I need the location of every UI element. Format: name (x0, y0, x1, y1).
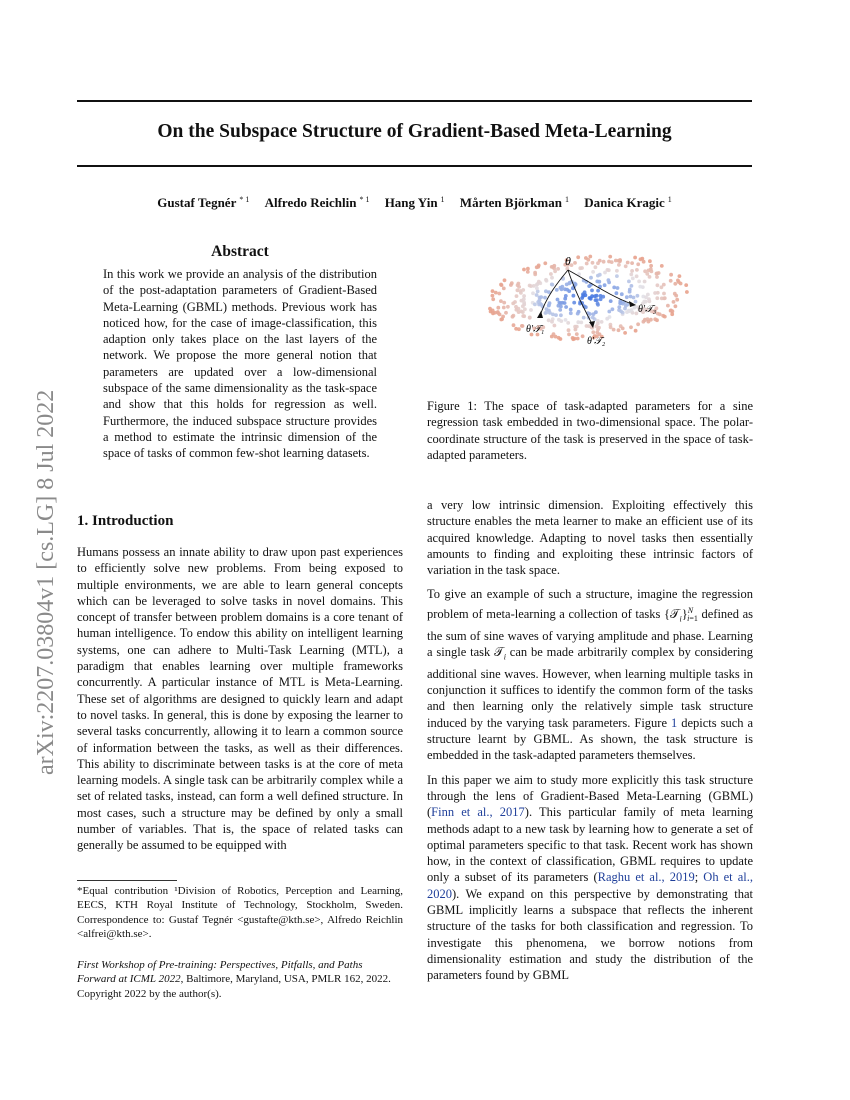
scatter-point (585, 262, 589, 266)
scatter-point (624, 264, 628, 268)
scatter-point (590, 289, 594, 293)
scatter-point (569, 311, 573, 315)
scatter-point (643, 269, 647, 273)
arxiv-stamp: arXiv:2207.03804v1 [cs.LG] 8 Jul 2022 (33, 389, 59, 775)
abstract-text: In this work we provide an analysis of the distribution of the post-adaptation parameters of Gradient-Based Meta-Learning (GBML) methods. Previous work has noticed how, for the case of image-classification, this adaption only takes place on the last layers of the network. We propose the more general notion that parameters are updated over a low-dimensional subspace of the same dimensionality as the task-space and show that this holds for regression as well. Furthermore, the induced subspace structure provides a method to estimate the intrinsic dimension of the space of tasks of common few-shot learning datasets. (103, 267, 377, 461)
footnote-affiliations: *Equal contribution ¹Division of Robotics, Perception and Learning, EECS, KTH Royal Institute of Technology, Stockholm, Sweden. Correspondence to: Gustaf Tegnér <gustafte@kth.se>, Alfredo Reichlin <alfrei@kth.se>. (77, 885, 403, 941)
author: Danica Kragic $^1$ (584, 195, 672, 210)
scatter-point (628, 290, 632, 294)
scatter-point (587, 324, 591, 328)
section-heading: 1. Introduction (77, 513, 174, 529)
scatter-point (653, 317, 657, 321)
scatter-point (636, 262, 640, 266)
scatter-point (629, 273, 633, 277)
scatter-point (566, 321, 570, 325)
title-bottom-rule (77, 165, 752, 167)
scatter-point (642, 320, 646, 324)
scatter-point (543, 296, 547, 300)
scatter-point (511, 315, 515, 319)
footnote-rule (77, 880, 177, 881)
scatter-point (591, 261, 595, 265)
scatter-point (630, 261, 634, 265)
scatter-point (559, 286, 563, 290)
scatter-point (647, 269, 651, 273)
scatter-point (502, 301, 506, 305)
citation-link[interactable]: Oh et al., 2020 (427, 870, 753, 901)
scatter-point (674, 294, 678, 298)
scatter-point (581, 294, 585, 298)
scatter-point (531, 291, 535, 295)
scatter-point (563, 301, 567, 305)
scatter-point (624, 304, 628, 308)
intro-right-column (427, 497, 753, 983)
scatter-point (638, 285, 642, 289)
scatter-point (596, 261, 600, 265)
theta-t1-label: θ′𝒯₁ (526, 324, 545, 335)
scatter-point (564, 318, 568, 322)
citation-link[interactable]: Finn et al., 2017 (431, 805, 525, 820)
scatter-point (549, 272, 553, 276)
scatter-point (663, 315, 667, 319)
scatter-point (591, 330, 595, 334)
scatter-point (679, 282, 683, 286)
citation-link[interactable]: Raghu et al., 2019 (597, 870, 695, 885)
scatter-point (564, 305, 568, 309)
scatter-point (550, 283, 554, 287)
scatter-point (572, 301, 576, 305)
scatter-point (499, 283, 503, 287)
scatter-point (656, 283, 660, 287)
scatter-point (630, 284, 634, 288)
scatter-point (515, 294, 519, 298)
scatter-point (502, 287, 506, 291)
scatter-point (558, 308, 562, 312)
scatter-point (669, 279, 673, 283)
figure-1-scatter (480, 252, 700, 362)
scatter-point (575, 332, 579, 336)
scatter-point (591, 316, 595, 320)
scatter-point (553, 269, 557, 273)
scatter-point (496, 306, 500, 310)
scatter-point (514, 305, 518, 309)
scatter-point (596, 289, 600, 293)
scatter-point (497, 292, 501, 296)
scatter-point (653, 291, 657, 295)
scatter-point (506, 305, 510, 309)
scatter-point (642, 260, 646, 264)
scatter-point (609, 299, 613, 303)
scatter-point (550, 265, 554, 269)
scatter-point (631, 277, 635, 281)
scatter-point (509, 283, 513, 287)
scatter-point (567, 328, 571, 332)
scatter-point (571, 337, 575, 341)
scatter-point (589, 276, 593, 280)
intro-paragraph-1-cont: a very low intrinsic dimension. Exploiting effectively this structure enables the meta learner to make an efficient use of its acquired knowledge. Adapting to novel tasks then essentially amounts to finding and exploiting these intrinsic factors of variation in the task space. (427, 498, 753, 578)
scatter-point (675, 298, 679, 302)
intro-left-column (77, 544, 403, 854)
scatter-point (609, 325, 613, 329)
scatter-point (649, 264, 653, 268)
scatter-point (555, 288, 559, 292)
scatter-point (655, 275, 659, 279)
scatter-point (602, 260, 606, 264)
scatter-point (626, 261, 630, 265)
scatter-point (663, 296, 667, 300)
abstract-heading: Abstract (211, 243, 269, 260)
scatter-point (595, 324, 599, 328)
scatter-point (608, 255, 612, 259)
scatter-point (575, 325, 579, 329)
title-top-rule (77, 100, 752, 102)
scatter-point (643, 280, 647, 284)
scatter-point (606, 268, 610, 272)
scatter-point (595, 294, 599, 298)
scatter-point (512, 323, 516, 327)
paper-title: On the Subspace Structure of Gradient-Based Meta-Learning (157, 121, 672, 142)
scatter-point (522, 301, 526, 305)
scatter-point (535, 265, 539, 269)
scatter-point (569, 308, 573, 312)
scatter-point (607, 278, 611, 282)
scatter-point (493, 311, 497, 315)
scatter-point (573, 261, 577, 265)
scatter-point (673, 282, 677, 286)
scatter-point (657, 271, 661, 275)
scatter-point (616, 286, 620, 290)
scatter-point (605, 317, 609, 321)
scatter-points (488, 255, 689, 342)
author: Gustaf Tegnér $^{* 1}$ (157, 195, 250, 210)
scatter-point (635, 274, 639, 278)
scatter-point (685, 290, 689, 294)
scatter-point (551, 313, 555, 317)
scatter-point (591, 270, 595, 274)
scatter-point (494, 291, 498, 295)
theta-label: θ (565, 254, 571, 268)
scatter-point (517, 310, 521, 314)
scatter-point (594, 310, 598, 314)
scatter-point (533, 303, 537, 307)
scatter-point (580, 266, 584, 270)
scatter-point (617, 328, 621, 332)
scatter-point (655, 296, 659, 300)
scatter-point (488, 307, 492, 311)
scatter-point (666, 304, 670, 308)
scatter-point (630, 269, 634, 273)
scatter-point (672, 300, 676, 304)
scatter-point (557, 304, 561, 308)
scatter-point (491, 297, 495, 301)
scatter-point (584, 256, 588, 260)
scatter-point (637, 280, 641, 284)
scatter-point (522, 314, 526, 318)
scatter-point (521, 324, 525, 328)
scatter-point (556, 298, 560, 302)
scatter-point (504, 311, 508, 315)
scatter-point (502, 306, 506, 310)
footnote-venue: First Workshop of Pre-training: Perspectives, Pitfalls, and Paths Forward at ICML 2022, Baltimore, Maryland, USA, PMLR 162, 2022. Copyright 2022 by the author(s). (77, 959, 391, 1000)
figure-1-caption: Figure 1: The space of task-adapted parameters for a sine regression task embedded in two-dimensional space. The polar-coordinate structure of the task is preserved in the space of task-adapted parameters. (427, 399, 753, 462)
scatter-point (617, 259, 621, 263)
scatter-point (517, 327, 521, 331)
author: Mårten Björkman $^1$ (459, 195, 569, 210)
theta-t2-label: θ′𝒯₂ (587, 336, 606, 347)
scatter-point (617, 263, 621, 267)
scatter-point (612, 286, 616, 290)
scatter-point (625, 295, 629, 299)
intro-paragraph-2: To give an example of such a structure, imagine the regression problem of meta-learning a collection of tasks {𝒯$_i$}$^N_{i=1}$ defined as the sum of sine waves of varying amplitude and phase. Learning a single task 𝒯$_i$ can be made arbitrarily complex by considering additional sine waves. However, when learning multiple tasks in conjunction it suffices to identify the common form of the tasks and then learning only the relatively simple task structure induced by the varying task parameters. Figure 1 depicts such a structure learnt by GBML. As shown, the task structure is embedded in the task-adapted parameters themselves. (427, 587, 754, 763)
scatter-point (674, 304, 678, 308)
scatter-point (550, 335, 554, 339)
scatter-point (603, 283, 607, 287)
scatter-point (582, 316, 586, 320)
scatter-point (526, 267, 530, 271)
scatter-point (516, 283, 520, 287)
scatter-point (557, 318, 561, 322)
scatter-point (528, 284, 532, 288)
scatter-point (648, 259, 652, 263)
scatter-point (595, 298, 599, 302)
scatter-point (588, 255, 592, 259)
scatter-point (522, 297, 526, 301)
scatter-point (660, 264, 664, 268)
scatter-point (662, 292, 666, 296)
scatter-point (576, 255, 580, 259)
figure-ref-link[interactable]: 1 (671, 715, 678, 730)
scatter-point (615, 274, 619, 278)
scatter-point (597, 280, 601, 284)
scatter-point (529, 308, 533, 312)
scatter-point (635, 268, 639, 272)
scatter-point (633, 306, 637, 310)
scatter-point (513, 300, 517, 304)
scatter-point (684, 283, 688, 287)
scatter-point (522, 268, 526, 272)
scatter-point (547, 318, 551, 322)
intro-paragraph-1: Humans possess an innate ability to draw upon past experiences to efficiently solve new problems. From being exposed to multiple environments, we are able to learn general concepts which can be leveraged to solve tasks in novel domains. This concept of transfer between problem domains is a core tenant of human intelligence. To endow this ability on intelligent learning systems, one can adhere to Multi-Task Learning (MTL), a paradigm that enables learning over multiple frameworks concurrently. A particular instance of MTL is Meta-Learning. These set of algorithms are designed to quickly learn and adapt to novel tasks. In general, this is done by exposing the learner to several tasks concurrently, allowing it to learn a common source of information between the tasks, as well as their differences. This ability to discriminate between tasks is at the core of meta learning models. A single task can be arbitrarily complex while a set of related tasks, instead, can form a well defined structure. In most cases, such a structure may be defined by only a small number of variables. That is, the space of related tasks can generally be assumed to be equipped with (77, 545, 403, 853)
scatter-point (567, 289, 571, 293)
scatter-point (610, 260, 614, 264)
scatter-point (600, 320, 604, 324)
scatter-point (676, 279, 680, 283)
scatter-point (633, 256, 637, 260)
scatter-point (620, 292, 624, 296)
author: Alfredo Reichlin $^{* 1}$ (264, 195, 370, 210)
scatter-point (670, 312, 674, 316)
scatter-point (636, 294, 640, 298)
scatter-point (611, 307, 615, 311)
scatter-point (499, 318, 503, 322)
scatter-point (607, 310, 611, 314)
scatter-point (543, 261, 547, 265)
scatter-point (528, 316, 532, 320)
scatter-point (556, 267, 560, 271)
scatter-point (519, 291, 523, 295)
scatter-point (627, 309, 631, 313)
scatter-point (559, 313, 563, 317)
scatter-point (617, 305, 621, 309)
scatter-point (544, 311, 548, 315)
scatter-point (544, 278, 548, 282)
scatter-point (559, 337, 563, 341)
scatter-point (678, 274, 682, 278)
author-list (77, 195, 752, 211)
scatter-point (545, 307, 549, 311)
scatter-point (533, 271, 537, 275)
scatter-point (644, 295, 648, 299)
scatter-point (647, 320, 651, 324)
scatter-point (499, 299, 503, 303)
scatter-point (521, 304, 525, 308)
theta-t3-label: θ′𝒯₃ (638, 304, 657, 315)
scatter-point (491, 294, 495, 298)
scatter-point (639, 257, 643, 261)
scatter-point (594, 265, 598, 269)
scatter-point (598, 273, 602, 277)
scatter-point (503, 278, 507, 282)
scatter-point (572, 294, 576, 298)
scatter-point (629, 325, 633, 329)
scatter-point (537, 280, 541, 284)
scatter-point (550, 320, 554, 324)
scatter-point (627, 280, 631, 284)
scatter-point (612, 328, 616, 332)
scatter-point (648, 275, 652, 279)
scatter-point (547, 304, 551, 308)
author: Hang Yin $^1$ (384, 195, 445, 210)
scatter-point (535, 286, 539, 290)
scatter-point (669, 309, 673, 313)
scatter-point (576, 312, 580, 316)
scatter-point (553, 324, 557, 328)
scatter-point (619, 309, 623, 313)
intro-paragraph-3: In this paper we aim to study more explicitly this task structure through the lens of Gradient-Based Meta-Learning (GBML) (Finn et al., 2017). This particular family of meta learning methods adapt to a new task by learning how to generate a set of optimal parameters specific to that task. Recent work has shown how, in the context of classification, GBML requires to update only a subset of its parameters (Raghu et al., 2019; Oh et al., 2020). We expand on this perspective by demonstrating that GBML implicitly learns a subspace that reflects the inherent structure of the tasks for both classification and regression. To investigate this phenomena, we borrow notions from dimensionality estimation and study the distribution of the parameters found by GBML (427, 772, 754, 983)
scatter-point (576, 320, 580, 324)
scatter-point (540, 303, 544, 307)
scatter-point (636, 322, 640, 326)
scatter-point (615, 291, 619, 295)
scatter-point (615, 269, 619, 273)
scatter-point (662, 283, 666, 287)
scatter-point (642, 300, 646, 304)
scatter-point (491, 289, 495, 293)
scatter-point (621, 327, 625, 331)
scatter-point (564, 294, 568, 298)
scatter-point (623, 331, 627, 335)
scatter-point (539, 295, 543, 299)
scatter-point (567, 333, 571, 337)
scatter-point (632, 296, 636, 300)
scatter-point (550, 276, 554, 280)
scatter-point (599, 294, 603, 298)
scatter-point (596, 302, 600, 306)
scatter-point (634, 300, 638, 304)
scatter-point (669, 273, 673, 277)
scatter-point (634, 329, 638, 333)
scatter-point (658, 312, 662, 316)
scatter-point (581, 334, 585, 338)
